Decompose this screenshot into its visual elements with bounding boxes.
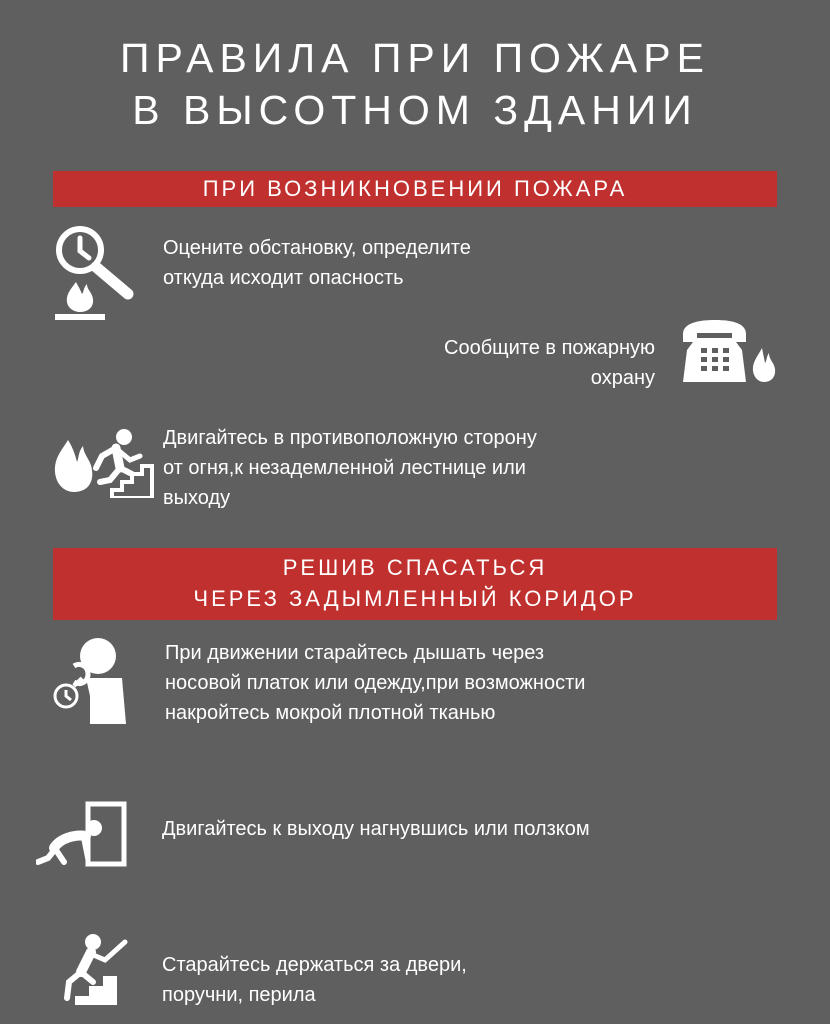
item-4-text <box>165 638 585 728</box>
section-1-banner: ПРИ ВОЗНИКНОВЕНИИ ПОЖАРА <box>53 171 777 207</box>
crawl-to-door-icon <box>36 800 128 870</box>
item-3-line-1: Двигайтесь в противоположную сторону <box>163 427 537 449</box>
title-line-1: ПРАВИЛА ПРИ ПОЖАРЕ <box>120 35 710 81</box>
item-2-line-2: охрану <box>590 367 655 389</box>
item-6-text <box>162 950 467 1010</box>
item-3-line-3: выходу <box>163 487 231 509</box>
item-3-line-2: от огня,к незадемленной лестнице или <box>163 457 526 479</box>
run-from-fire-stairs-icon <box>50 428 154 498</box>
item-1-line-2: откуда исходит опасность <box>163 267 404 289</box>
item-5-text <box>162 814 590 844</box>
item-3-text <box>163 423 537 513</box>
item-4-line-3: накройтесь мокрой плотной тканью <box>165 702 496 724</box>
item-1-text <box>163 233 471 293</box>
item-2-line-1: Сообщите в пожарную <box>444 337 655 359</box>
section-2-banner-line-2: ЧЕРЕЗ ЗАДЫМЛЕННЫЙ КОРИДОР <box>193 586 637 611</box>
page-title <box>0 32 830 136</box>
item-4-line-2: носовой платок или одежду,при возможности <box>165 672 586 694</box>
section-2-banner <box>53 548 777 620</box>
hold-railing-stairs-icon <box>55 932 130 1007</box>
item-5-line-1: Двигайтесь к выходу нагнувшись или ползком <box>162 818 590 840</box>
item-6-line-2: поручни, перила <box>162 984 316 1006</box>
item-6-line-1: Старайтесь держаться за двери, <box>162 954 467 976</box>
fire-search-clock-icon <box>50 222 136 322</box>
phone-fire-icon <box>680 320 780 386</box>
title-line-2: В ВЫСОТНОМ ЗДАНИИ <box>132 87 698 133</box>
item-4-line-1: При движении старайтесь дышать через <box>165 642 545 664</box>
section-2-banner-line-1: РЕШИВ СПАСАТЬСЯ <box>282 555 548 580</box>
item-1-line-1: Оцените обстановку, определите <box>163 237 471 259</box>
item-2-text <box>392 333 655 393</box>
person-cover-mouth-icon <box>50 636 130 726</box>
